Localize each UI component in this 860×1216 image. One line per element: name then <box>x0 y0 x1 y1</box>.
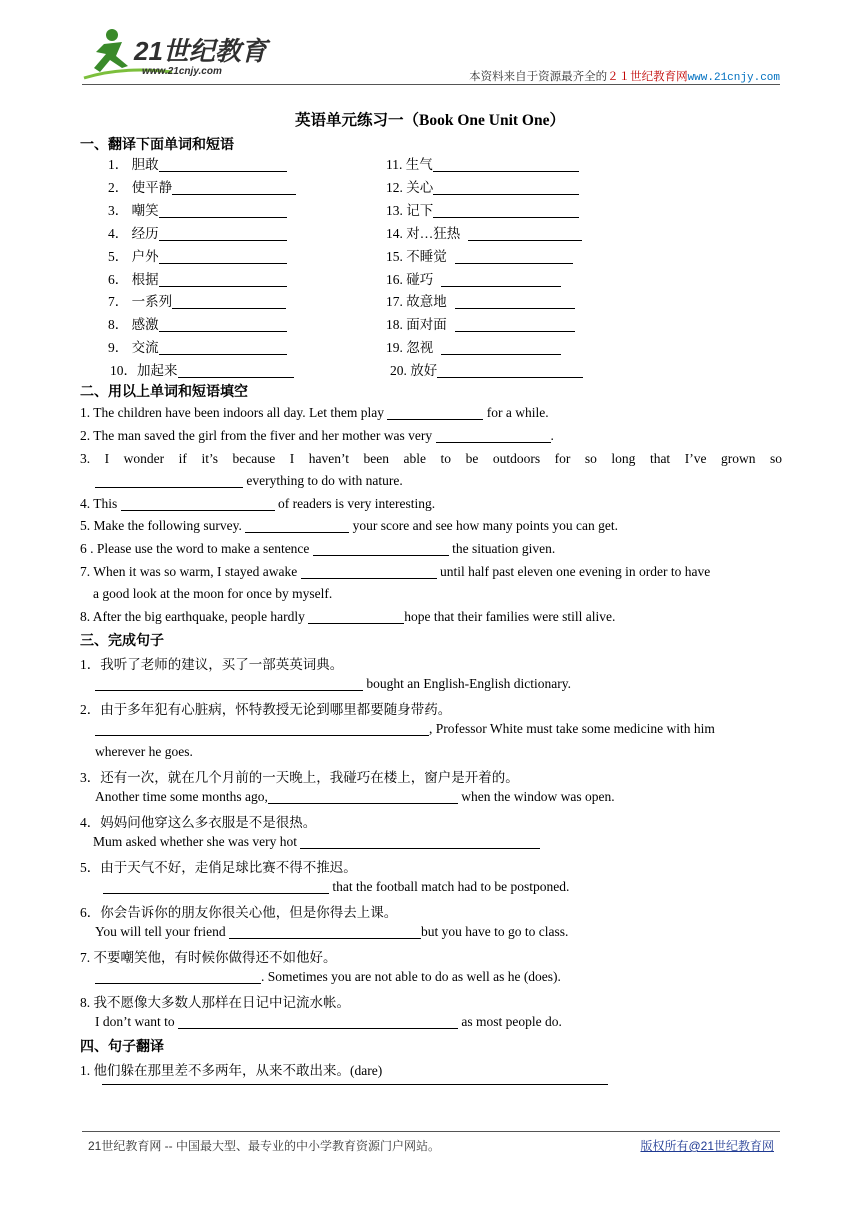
answer-blank[interactable] <box>103 879 329 894</box>
vocab-term: 18. 面对面 <box>386 317 447 332</box>
answer-blank[interactable] <box>159 226 287 241</box>
vocab-term: 13. 记下 <box>386 203 434 218</box>
answer-blank[interactable] <box>455 317 575 332</box>
vocab-term: 12. 关心 <box>386 180 434 195</box>
vocab-term: 16. 碰巧 <box>386 272 434 287</box>
answer-line[interactable] <box>102 1084 608 1085</box>
sentence-2-chinese: 2．由于多年犯有心脏病，怀特教授无论到哪里都要随身带药。 <box>80 702 452 717</box>
sentence-8-chinese: 8. 我不愿像大多数人那样在日记中记流水帐。 <box>80 995 350 1010</box>
sentence-5-english: that the football match had to be postponed. <box>103 879 569 895</box>
sentence-8-english: I don’t want to as most people do. <box>95 1014 562 1029</box>
sentence-7-chinese: 7. 不要嘲笑他，有时候你做得还不如他好。 <box>80 950 337 965</box>
sentence-4-english: Mum asked whether she was very hot <box>93 834 540 850</box>
source-highlight: ２１世纪教育网 <box>607 71 688 83</box>
vocab-term: 20. 放好 <box>390 363 438 378</box>
fill-q3: 3. I wonder if it’s because I haven’t been able to be outdoors for so long that I’ve grown so <box>80 451 782 466</box>
translate-1-chinese: 1. 他们躲在那里差不多两年，从来不敢出来。(dare) <box>80 1063 383 1078</box>
footer-copyright-link[interactable]: 版权所有@21世纪教育网 <box>640 1139 774 1153</box>
answer-blank[interactable] <box>437 363 583 378</box>
source-prefix: 本资料来自于资源最齐全的 <box>469 71 608 83</box>
section-1-heading: 一、翻译下面单词和短语 <box>80 138 234 153</box>
document-title: 英语单元练习一（Book One Unit One） <box>295 112 565 129</box>
answer-blank[interactable] <box>300 834 540 849</box>
footer-note: 21世纪教育网 -- 中国最大型、最专业的中小学教育资源门户网站。 <box>88 1139 441 1153</box>
sentence-1-english: bought an English-English dictionary. <box>95 676 571 692</box>
fill-q2: 2. The man saved the girl from the fiver and her mother was very . <box>80 428 554 443</box>
section-4-heading: 四、句子翻译 <box>80 1040 164 1055</box>
answer-blank[interactable] <box>159 272 287 287</box>
vocab-item <box>110 359 294 379</box>
vocab-item <box>386 222 582 242</box>
answer-blank[interactable] <box>159 340 287 355</box>
answer-blank[interactable] <box>387 405 483 420</box>
header-divider <box>82 84 780 85</box>
vocab-term: 4． 经历 <box>108 226 159 241</box>
vocab-term: 14. 对…狂热 <box>386 226 461 241</box>
vocab-item <box>386 176 579 196</box>
vocab-term: 2． 使平静 <box>108 180 173 195</box>
answer-blank[interactable] <box>95 676 363 691</box>
vocab-item <box>386 268 561 288</box>
sentence-2-english: , Professor White must take some medicine with him <box>95 721 715 737</box>
sentence-2-english-cont: wherever he goes. <box>95 744 193 759</box>
answer-blank[interactable] <box>245 518 349 533</box>
vocab-term: 3． 嘲笑 <box>108 203 159 218</box>
fill-q8: 8. After the big earthquake, people hardly hope that their families were still alive. <box>80 609 616 624</box>
vocab-item <box>108 199 287 219</box>
vocab-item <box>386 199 579 219</box>
site-logo <box>82 22 282 84</box>
vocab-item <box>108 313 287 333</box>
vocab-term: 5． 户外 <box>108 249 159 264</box>
sentence-4-chinese: 4．妈妈问他穿这么多衣服是不是很热。 <box>80 815 317 830</box>
answer-blank[interactable] <box>436 428 551 443</box>
header-source-note <box>469 68 780 84</box>
fill-q6: 6 . Please use the word to make a sentence the situation given. <box>80 541 556 556</box>
answer-blank[interactable] <box>172 294 286 309</box>
answer-blank[interactable] <box>268 789 458 804</box>
fill-q3-cont: everything to do with nature. <box>95 473 403 489</box>
fill-q4: 4. This of readers is very interesting. <box>80 496 436 511</box>
answer-blank[interactable] <box>159 157 287 172</box>
vocab-term: 17. 故意地 <box>386 294 447 309</box>
vocab-item <box>108 245 287 265</box>
vocab-item <box>386 153 579 173</box>
vocab-item <box>108 222 287 242</box>
vocab-term: 8． 感激 <box>108 317 159 332</box>
fill-q7-cont: a good look at the moon for once by myself. <box>93 586 333 601</box>
vocab-item <box>108 336 287 356</box>
footer-divider <box>82 1131 780 1132</box>
answer-blank[interactable] <box>229 924 421 939</box>
sentence-6-chinese: 6．你会告诉你的朋友你很关心他，但是你得去上课。 <box>80 905 398 920</box>
vocab-item <box>390 359 583 379</box>
sentence-7-english: . Sometimes you are not able to do as well as he (does). <box>95 969 561 985</box>
answer-blank[interactable] <box>172 180 296 195</box>
answer-blank[interactable] <box>441 272 561 287</box>
answer-blank[interactable] <box>468 226 582 241</box>
vocab-term: 7． 一系列 <box>108 294 173 309</box>
source-url-link[interactable]: www.21cnjy.com <box>687 72 780 84</box>
fill-q1: 1. The children have been indoors all day. Let them play for a while. <box>80 405 549 420</box>
vocab-item <box>386 313 575 333</box>
answer-blank[interactable] <box>455 249 573 264</box>
answer-blank[interactable] <box>159 203 287 218</box>
svg-text:21世纪教育: 21世纪教育 <box>134 36 267 66</box>
answer-blank[interactable] <box>178 1014 458 1029</box>
section-2-heading: 二、用以上单词和短语填空 <box>80 385 248 400</box>
answer-blank[interactable] <box>441 340 561 355</box>
vocab-item <box>108 176 296 196</box>
vocab-item <box>108 153 287 173</box>
answer-blank[interactable] <box>455 294 575 309</box>
answer-blank[interactable] <box>95 969 261 984</box>
vocab-term: 6． 根据 <box>108 272 159 287</box>
sentence-3-chinese: 3．还有一次，就在几个月前的一天晚上，我碰巧在楼上，窗户是开着的。 <box>80 770 519 785</box>
vocab-term: 9． 交流 <box>108 340 159 355</box>
answer-blank[interactable] <box>95 721 429 736</box>
vocab-item <box>108 290 286 310</box>
answer-blank[interactable] <box>313 541 449 556</box>
vocab-term: 11. 生气 <box>386 157 433 172</box>
answer-blank[interactable] <box>159 249 287 264</box>
answer-blank[interactable] <box>95 473 243 488</box>
vocab-term: 19. 忽视 <box>386 340 434 355</box>
answer-blank[interactable] <box>433 203 579 218</box>
vocab-term: 1． 胆敢 <box>108 157 159 172</box>
vocab-item <box>386 290 575 310</box>
sentence-6-english: You will tell your friend but you have to go to class. <box>95 924 569 939</box>
sentence-1-chinese: 1．我听了老师的建议，买了一部英英词典。 <box>80 657 344 672</box>
vocab-item <box>386 336 561 356</box>
answer-blank[interactable] <box>178 363 294 378</box>
sentence-3-english: Another time some months ago, when the window was open. <box>95 789 615 804</box>
answer-blank[interactable] <box>301 564 437 579</box>
answer-blank[interactable] <box>159 317 287 332</box>
svg-text:www.21cnjy.com: www.21cnjy.com <box>142 66 222 77</box>
vocab-term: 15. 不睡觉 <box>386 249 447 264</box>
answer-blank[interactable] <box>121 496 275 511</box>
vocab-item <box>108 268 287 288</box>
answer-blank[interactable] <box>308 609 404 624</box>
fill-q5: 5. Make the following survey. your score and see how many points you can get. <box>80 518 619 533</box>
sentence-5-chinese: 5．由于天气不好，走俏足球比赛不得不推迟。 <box>80 860 357 875</box>
fill-q7: 7. When it was so warm, I stayed awake until half past eleven one evening in order to have <box>80 564 711 579</box>
answer-blank[interactable] <box>433 180 579 195</box>
vocab-term: 10．加起来 <box>110 363 178 378</box>
vocab-item <box>386 245 573 265</box>
answer-blank[interactable] <box>433 157 579 172</box>
section-3-heading: 三、完成句子 <box>80 634 164 649</box>
